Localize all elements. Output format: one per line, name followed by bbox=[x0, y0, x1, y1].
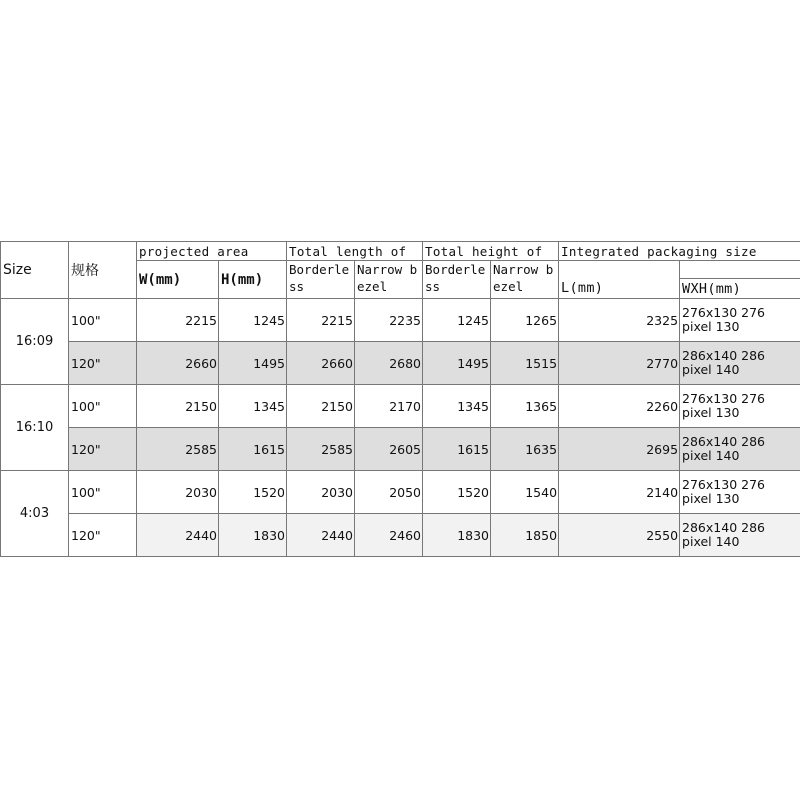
height-narrow-cell: 1635 bbox=[491, 428, 559, 471]
total-length-header: Total length of bbox=[287, 242, 423, 261]
table-row bbox=[1, 428, 800, 471]
w-cell: 2215 bbox=[137, 299, 219, 342]
ratio-cell: 4:03 bbox=[1, 471, 69, 557]
size-cell: 120" bbox=[69, 342, 137, 385]
wxh-cell: 276x130 276 pixel 130 bbox=[680, 299, 800, 342]
height-borderless-cell: 1830 bbox=[423, 514, 491, 557]
w-cell: 2585 bbox=[137, 428, 219, 471]
h-cell: 1345 bbox=[219, 385, 287, 428]
length-narrow-cell: 2235 bbox=[355, 299, 423, 342]
ratio-cell: 16:09 bbox=[1, 299, 69, 385]
length-borderless-cell: 2030 bbox=[287, 471, 355, 514]
l-mm-spacer bbox=[559, 261, 680, 279]
table-row bbox=[1, 342, 800, 385]
length-narrow-cell: 2050 bbox=[355, 471, 423, 514]
wxh-mm-header: WXH(mm) bbox=[680, 279, 800, 299]
l-cell: 2140 bbox=[559, 471, 680, 514]
spec-header: 规格 bbox=[69, 242, 137, 299]
table-row bbox=[1, 514, 800, 557]
height-borderless-cell: 1245 bbox=[423, 299, 491, 342]
h-cell: 1245 bbox=[219, 299, 287, 342]
length-borderless-cell: 2585 bbox=[287, 428, 355, 471]
w-cell: 2440 bbox=[137, 514, 219, 557]
size-cell: 120" bbox=[69, 514, 137, 557]
packaging-header: Integrated packaging size bbox=[559, 242, 800, 261]
length-narrow-cell: 2170 bbox=[355, 385, 423, 428]
l-cell: 2550 bbox=[559, 514, 680, 557]
wxh-cell: 286x140 286 pixel 140 bbox=[680, 342, 800, 385]
height-borderless-header: Borderless bbox=[423, 261, 491, 299]
size-cell: 100" bbox=[69, 471, 137, 514]
w-mm-header: W(mm) bbox=[137, 261, 219, 299]
h-cell: 1495 bbox=[219, 342, 287, 385]
h-mm-header: H(mm) bbox=[219, 261, 287, 299]
ratio-cell: 16:10 bbox=[1, 385, 69, 471]
height-narrow-cell: 1540 bbox=[491, 471, 559, 514]
spec-table bbox=[0, 241, 800, 557]
l-cell: 2770 bbox=[559, 342, 680, 385]
size-cell: 120" bbox=[69, 428, 137, 471]
wxh-mm-spacer bbox=[680, 261, 800, 279]
header-row-1 bbox=[1, 242, 800, 261]
projected-area-header: projected area bbox=[137, 242, 287, 261]
size-cell: 100" bbox=[69, 299, 137, 342]
total-height-header: Total height of bbox=[423, 242, 559, 261]
length-borderless-cell: 2440 bbox=[287, 514, 355, 557]
length-narrow-cell: 2680 bbox=[355, 342, 423, 385]
height-borderless-cell: 1615 bbox=[423, 428, 491, 471]
height-borderless-cell: 1520 bbox=[423, 471, 491, 514]
h-cell: 1830 bbox=[219, 514, 287, 557]
l-cell: 2260 bbox=[559, 385, 680, 428]
length-borderless-cell: 2660 bbox=[287, 342, 355, 385]
table-row bbox=[1, 385, 800, 428]
length-borderless-header: Borderless bbox=[287, 261, 355, 299]
height-narrow-cell: 1365 bbox=[491, 385, 559, 428]
size-header: Size bbox=[1, 242, 69, 299]
w-cell: 2150 bbox=[137, 385, 219, 428]
height-borderless-cell: 1495 bbox=[423, 342, 491, 385]
table-row bbox=[1, 299, 800, 342]
length-borderless-cell: 2150 bbox=[287, 385, 355, 428]
length-narrow-cell: 2605 bbox=[355, 428, 423, 471]
table-row bbox=[1, 471, 800, 514]
h-cell: 1615 bbox=[219, 428, 287, 471]
height-borderless-cell: 1345 bbox=[423, 385, 491, 428]
size-cell: 100" bbox=[69, 385, 137, 428]
height-narrow-header: Narrow bezel bbox=[491, 261, 559, 299]
wxh-cell: 286x140 286 pixel 140 bbox=[680, 514, 800, 557]
height-narrow-cell: 1515 bbox=[491, 342, 559, 385]
wxh-cell: 276x130 276 pixel 130 bbox=[680, 471, 800, 514]
length-narrow-header: Narrow bezel bbox=[355, 261, 423, 299]
w-cell: 2030 bbox=[137, 471, 219, 514]
h-cell: 1520 bbox=[219, 471, 287, 514]
wxh-cell: 276x130 276 pixel 130 bbox=[680, 385, 800, 428]
l-cell: 2325 bbox=[559, 299, 680, 342]
height-narrow-cell: 1265 bbox=[491, 299, 559, 342]
length-borderless-cell: 2215 bbox=[287, 299, 355, 342]
height-narrow-cell: 1850 bbox=[491, 514, 559, 557]
l-cell: 2695 bbox=[559, 428, 680, 471]
wxh-cell: 286x140 286 pixel 140 bbox=[680, 428, 800, 471]
length-narrow-cell: 2460 bbox=[355, 514, 423, 557]
l-mm-header: L(mm) bbox=[559, 279, 680, 299]
w-cell: 2660 bbox=[137, 342, 219, 385]
